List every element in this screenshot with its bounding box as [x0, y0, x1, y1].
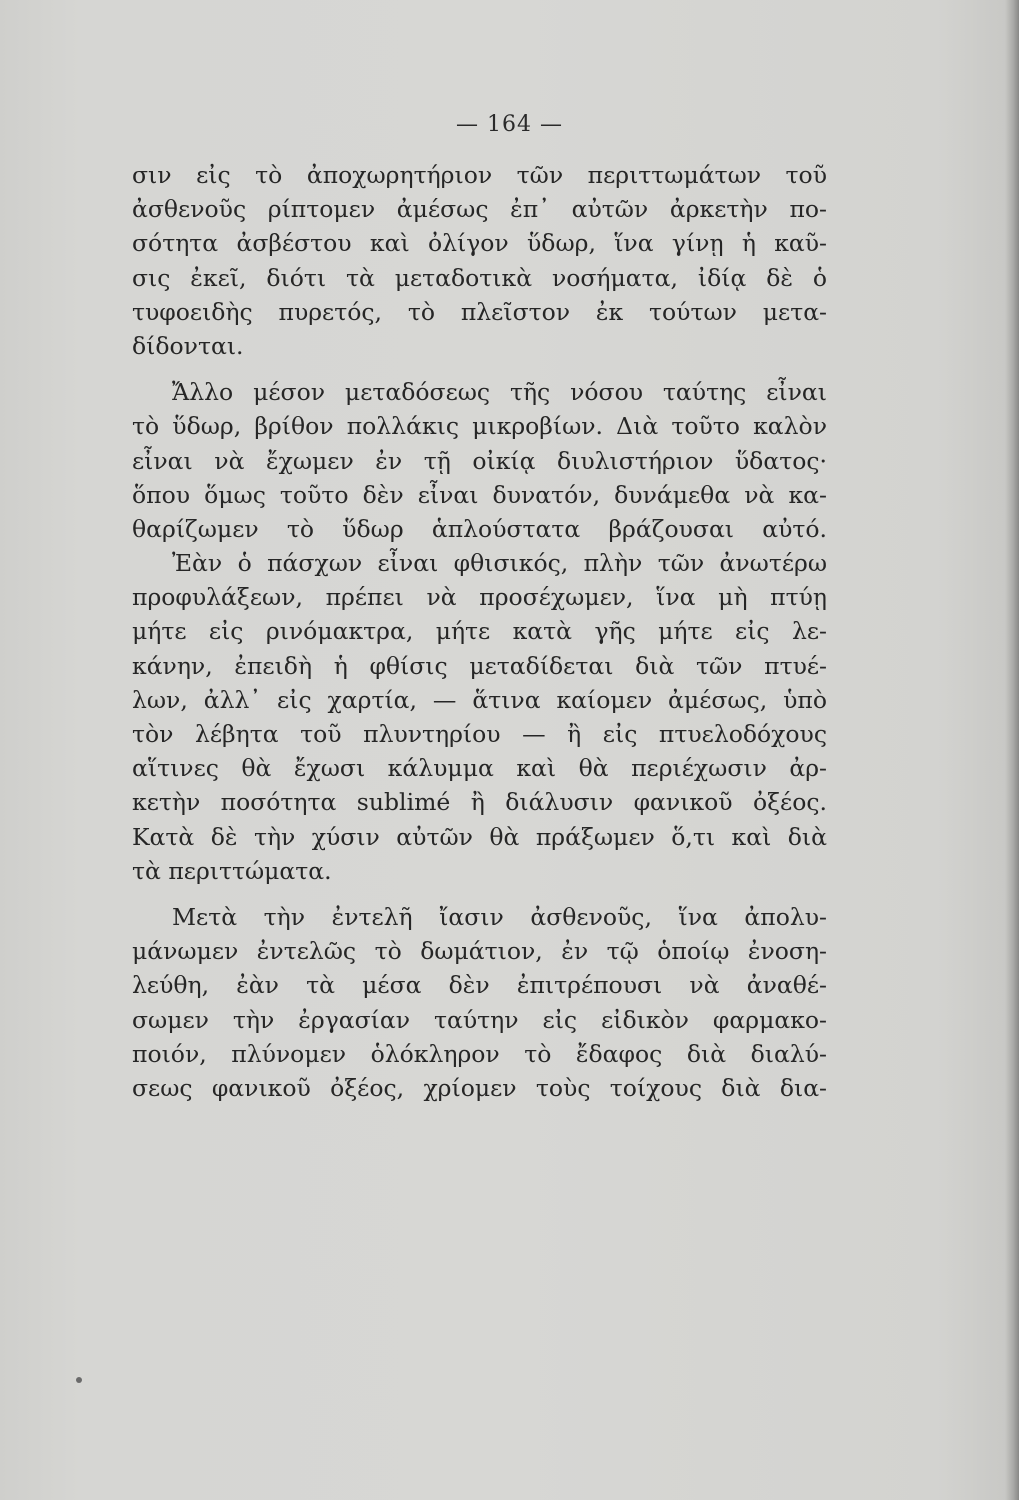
text-line: μάνωμεν ἐντελῶς τὸ δωμάτιον, ἐν τῷ ὁποίῳ ἐνοση-	[132, 937, 827, 966]
body-text	[132, 158, 827, 1105]
text-line: τὸν λέβητα τοῦ πλυντηρίου — ἢ εἰς πτυελοδόχους	[132, 720, 827, 748]
text-line: σις ἐκεῖ, διότι τὰ μεταδοτικὰ νοσήματα, ἰδίᾳ δὲ ὁ	[132, 263, 827, 292]
text-line: μήτε εἰς ρινόμακτρα, μήτε κατὰ γῆς μήτε εἰς λε-	[132, 617, 827, 646]
text-line: τυφοειδὴς πυρετός, τὸ πλεῖστον ἐκ τούτων μετα-	[132, 297, 827, 326]
text-line: ποιόν, πλύνομεν ὁλόκληρον τὸ ἔδαφος διὰ διαλύ-	[132, 1039, 827, 1068]
text-line: προφυλάξεων, πρέπει νὰ προσέχωμεν, ἵνα μὴ πτύῃ	[132, 583, 827, 612]
paragraph	[132, 158, 827, 363]
text-line: Μετὰ τὴν ἐντελῆ ἴασιν ἀσθενοῦς, ἵνα ἀπολυ-	[172, 902, 827, 931]
text-line: σωμεν τὴν ἐργασίαν ταύτην εἰς εἰδικὸν φαρμακο-	[132, 1005, 827, 1034]
paragraph	[132, 546, 827, 888]
text-line: σεως φανικοῦ ὀξέος, χρίομεν τοὺς τοίχους διὰ δια-	[132, 1073, 827, 1102]
text-line: δίδονται.	[132, 331, 244, 360]
text-line: Ἄλλο μέσον μεταδόσεως τῆς νόσου ταύτης εἶναι	[172, 378, 827, 407]
text-line: λεύθη, ἐὰν τὰ μέσα δὲν ἐπιτρέπουσι νὰ ἀναθέ-	[132, 971, 827, 1000]
text-line: τὸ ὕδωρ, βρίθον πολλάκις μικροβίων. Διὰ τοῦτο καλὸν	[132, 412, 827, 441]
text-line: σότητα ἀσβέστου καὶ ὀλίγον ὕδωρ, ἵνα γίνῃ ἡ καῦ-	[132, 229, 827, 258]
paragraph	[132, 375, 827, 546]
text-line: λων, ἀλλ᾽ εἰς χαρτία, — ἅτινα καίομεν ἀμέσως, ὑπὸ	[132, 685, 827, 714]
text-line: Ἐὰν ὁ πάσχων εἶναι φθισικός, πλὴν τῶν ἀνωτέρω	[172, 549, 827, 578]
text-line: αἵτινες θὰ ἔχωσι κάλυμμα καὶ θὰ περιέχωσιν ἀρ-	[132, 754, 827, 783]
text-line: Κατὰ δὲ τὴν χύσιν αὐτῶν θὰ πράξωμεν ὅ,τι καὶ διὰ	[132, 822, 827, 851]
paragraph	[132, 900, 827, 1105]
text-line: σιν εἰς τὸ ἀποχωρητήριον τῶν περιττωμάτων τοῦ	[132, 161, 827, 189]
text-line: κετὴν ποσότητα sublimé ἢ διάλυσιν φανικοῦ ὀξέος.	[132, 788, 827, 817]
page-edge-shadow	[1005, 0, 1019, 1500]
text-line: εἶναι νὰ ἔχωμεν ἐν τῇ οἰκίᾳ διυλιστήριον ὕδατος·	[132, 446, 827, 475]
text-line: θαρίζωμεν τὸ ὕδωρ ἁπλούστατα βράζουσαι αὐτό.	[132, 514, 827, 543]
text-line: ἀσθενοῦς ρίπτομεν ἀμέσως ἐπ᾽ αὐτῶν ἀρκετὴν πο-	[132, 195, 827, 224]
page-number: — 164 —	[456, 112, 563, 137]
paper-speck	[76, 1377, 82, 1383]
text-line: κάνην, ἐπειδὴ ἡ φθίσις μεταδίδεται διὰ τῶν πτυέ-	[132, 651, 827, 680]
text-line: ὅπου ὅμως τοῦτο δὲν εἶναι δυνατόν, δυνάμεθα νὰ κα-	[132, 480, 827, 509]
text-line: τὰ περιττώματα.	[132, 856, 332, 885]
